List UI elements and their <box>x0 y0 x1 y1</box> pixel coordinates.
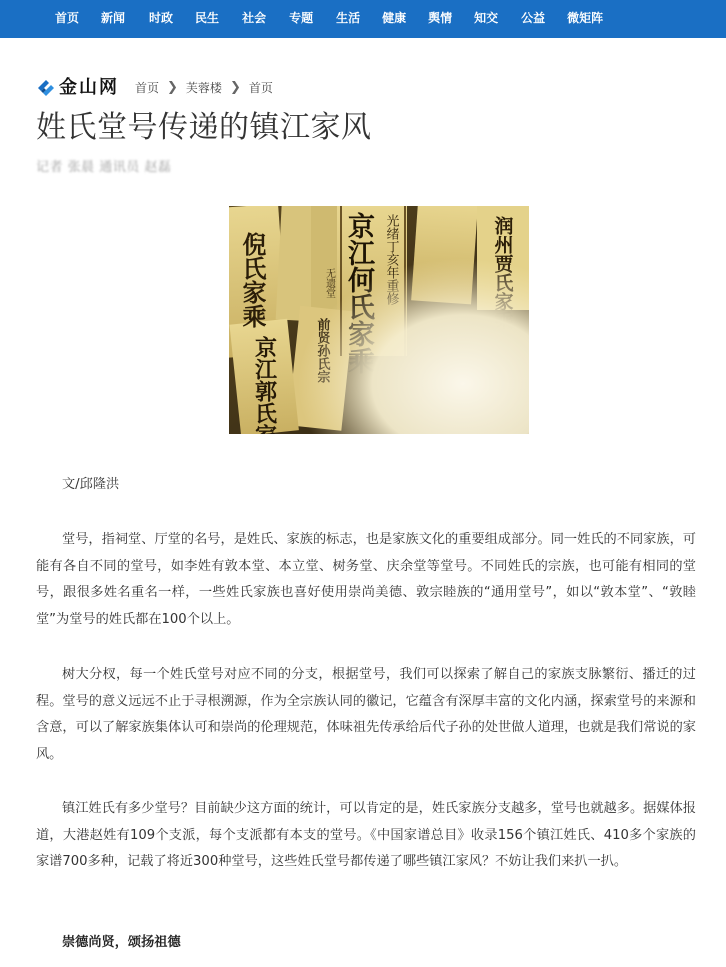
article-subheading: 崇德尚贤，颂扬祖德 <box>62 935 181 950</box>
article-paragraph-2: 树大分杈，每一个姓氏堂号对应不同的分支，根据堂号，我们可以探索了解自己的家族支脉繁衍、播迁的过程。堂号的意义远远不止于寻根溯源，作为全宗族认同的徽记，它蕴含有深厚丰富的文化内涵，探索堂号的来源和含意，可以了解家族集体认可和崇尚的伦理规范，体味祖先传承给后代子孙的处世做人道理，也就是我们常说的家风。 <box>36 667 696 762</box>
nav-item-matrix[interactable]: 微矩阵 <box>567 11 604 25</box>
chevron-right-icon: ❯ <box>229 80 241 95</box>
nav-item-livelihood[interactable]: 民生 <box>195 11 220 25</box>
article-title: 姓氏堂号传递的镇江家风 <box>36 110 372 145</box>
nav-item-opinion[interactable]: 舆情 <box>428 11 453 25</box>
breadcrumb <box>135 80 273 96</box>
nav-item-health[interactable]: 健康 <box>382 11 407 25</box>
article-paragraph-3: 镇江姓氏有多少堂号？目前缺少这方面的统计，可以肯定的是，姓氏家族分支越多，堂号也就越多。据媒体报道，大港赵姓有109个支派，每个支派都有本支的堂号。《中国家谱总目》收录156个镇江姓氏、410多个家族的家谱700多种，记载了将近300种堂号，这些姓氏堂号都传递了哪些镇江家风？不妨让我们来扒一扒。 <box>36 801 696 869</box>
article-hero-image <box>229 206 529 434</box>
nav-item-life[interactable]: 生活 <box>336 11 361 25</box>
nav-item-politics[interactable]: 时政 <box>149 11 174 25</box>
site-name: 金山网 <box>59 77 119 98</box>
article-author: 文/邱隆洪 <box>62 477 120 492</box>
nav-item-home[interactable]: 首页 <box>55 11 80 25</box>
nav-item-zhijiao[interactable]: 知交 <box>474 11 499 25</box>
site-logo[interactable] <box>36 78 119 98</box>
article-byline: 记者 张晨 通讯员 赵磊 <box>36 160 172 175</box>
top-nav <box>0 0 726 38</box>
breadcrumb-current[interactable]: 首页 <box>248 81 273 95</box>
jinshan-logo-icon <box>36 78 56 98</box>
chevron-right-icon: ❯ <box>167 80 178 95</box>
breadcrumb-furonglou[interactable]: 芙蓉楼 <box>185 81 222 95</box>
nav-item-topics[interactable]: 专题 <box>289 11 314 25</box>
nav-item-society[interactable]: 社会 <box>242 11 267 25</box>
breadcrumb-home[interactable]: 首页 <box>135 81 160 95</box>
nav-item-news[interactable]: 新闻 <box>101 11 126 25</box>
nav-item-charity[interactable]: 公益 <box>521 11 546 25</box>
article-paragraph-1: 堂号，指祠堂、厅堂的名号，是姓氏、家族的标志，也是家族文化的重要组成部分。同一姓氏的不同家族，可能有各自不同的堂号，如李姓有敦本堂、本立堂、树务堂、庆余堂等堂号。不同姓氏的宗族，也可能有相同的堂号，跟很多姓名重名一样，一些姓氏家族也喜好使用崇尚美德、敦宗睦族的“通用堂号”，如以“敦本堂”、“敦睦堂”为堂号的姓氏都在100个以上。 <box>36 532 696 627</box>
